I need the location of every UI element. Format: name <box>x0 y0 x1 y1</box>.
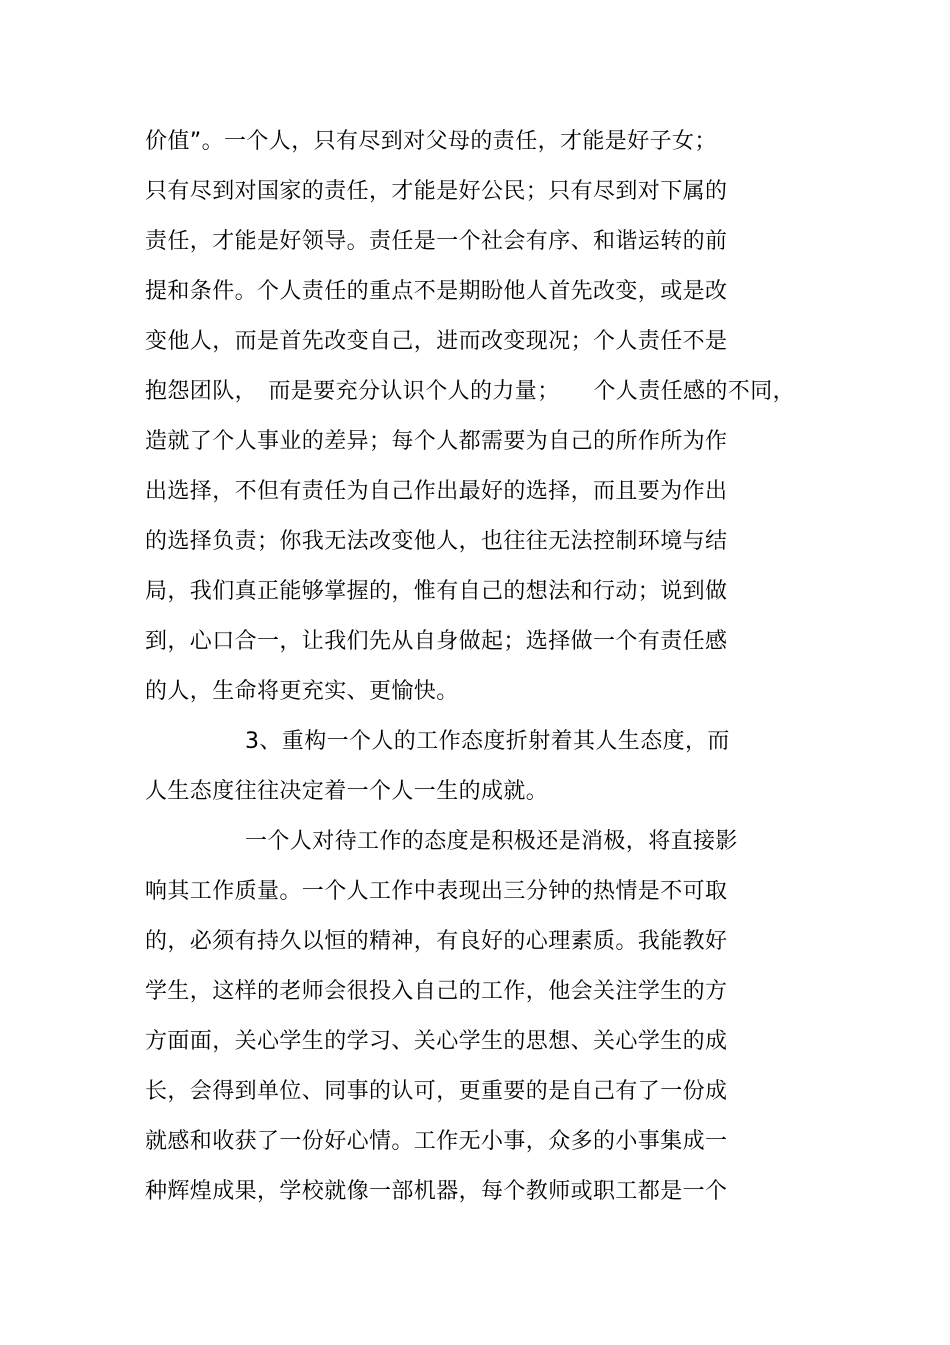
text-line: 就感和收获了一份好心情。工作无小事，众多的小事集成一 <box>145 1129 728 1154</box>
text-line: 响其工作质量。一个人工作中表现出三分钟的热情是不可取 <box>145 879 728 904</box>
paragraph-start-line: 一个人对待工作的态度是积极还是消极，将直接影 <box>245 829 738 854</box>
text-line: 价值”。一个人，只有尽到对父母的责任，才能是好子女； <box>145 129 717 154</box>
text-line: 方面面，关心学生的学习、关心学生的思想、关心学生的成 <box>145 1029 728 1054</box>
text-line: 局，我们真正能够掌握的，惟有自己的想法和行动；说到做 <box>145 579 728 604</box>
text-line: 造就了个人事业的差异；每个人都需要为自己的所作所为作 <box>145 429 728 454</box>
text-line: 抱怨团队， 而是要充分认识个人的力量； 个人责任感的不同， <box>145 379 796 404</box>
text-line: 责任，才能是好领导。责任是一个社会有序、和谐运转的前 <box>145 229 728 254</box>
text-line: 的选择负责；你我无法改变他人，也往往无法控制环境与结 <box>145 529 728 554</box>
text-line: 的，必须有持久以恒的精神，有良好的心理素质。我能教好 <box>145 929 728 954</box>
text-line: 长，会得到单位、同事的认可，更重要的是自己有了一份成 <box>145 1079 728 1104</box>
text-line: 提和条件。个人责任的重点不是期盼他人首先改变，或是改 <box>145 279 728 304</box>
text-line: 种辉煌成果，学校就像一部机器，每个教师或职工都是一个 <box>145 1179 728 1204</box>
text-line: 学生，这样的老师会很投入自己的工作，他会关注学生的方 <box>145 979 728 1004</box>
section-heading-line: 3、重构一个人的工作态度折射着其人生态度，而 <box>245 729 730 754</box>
section-heading-line: 人生态度往往决定着一个人一生的成就。 <box>145 779 549 804</box>
text-line: 出选择，不但有责任为自己作出最好的选择，而且要为作出 <box>145 479 728 504</box>
text-line: 到，心口合一，让我们先从自身做起；选择做一个有责任感 <box>145 629 728 654</box>
text-line: 的人，生命将更充实、更愉快。 <box>145 679 459 704</box>
text-line: 只有尽到对国家的责任，才能是好公民；只有尽到对下属的 <box>145 179 728 204</box>
text-line: 变他人，而是首先改变自己，进而改变现况；个人责任不是 <box>145 329 728 354</box>
